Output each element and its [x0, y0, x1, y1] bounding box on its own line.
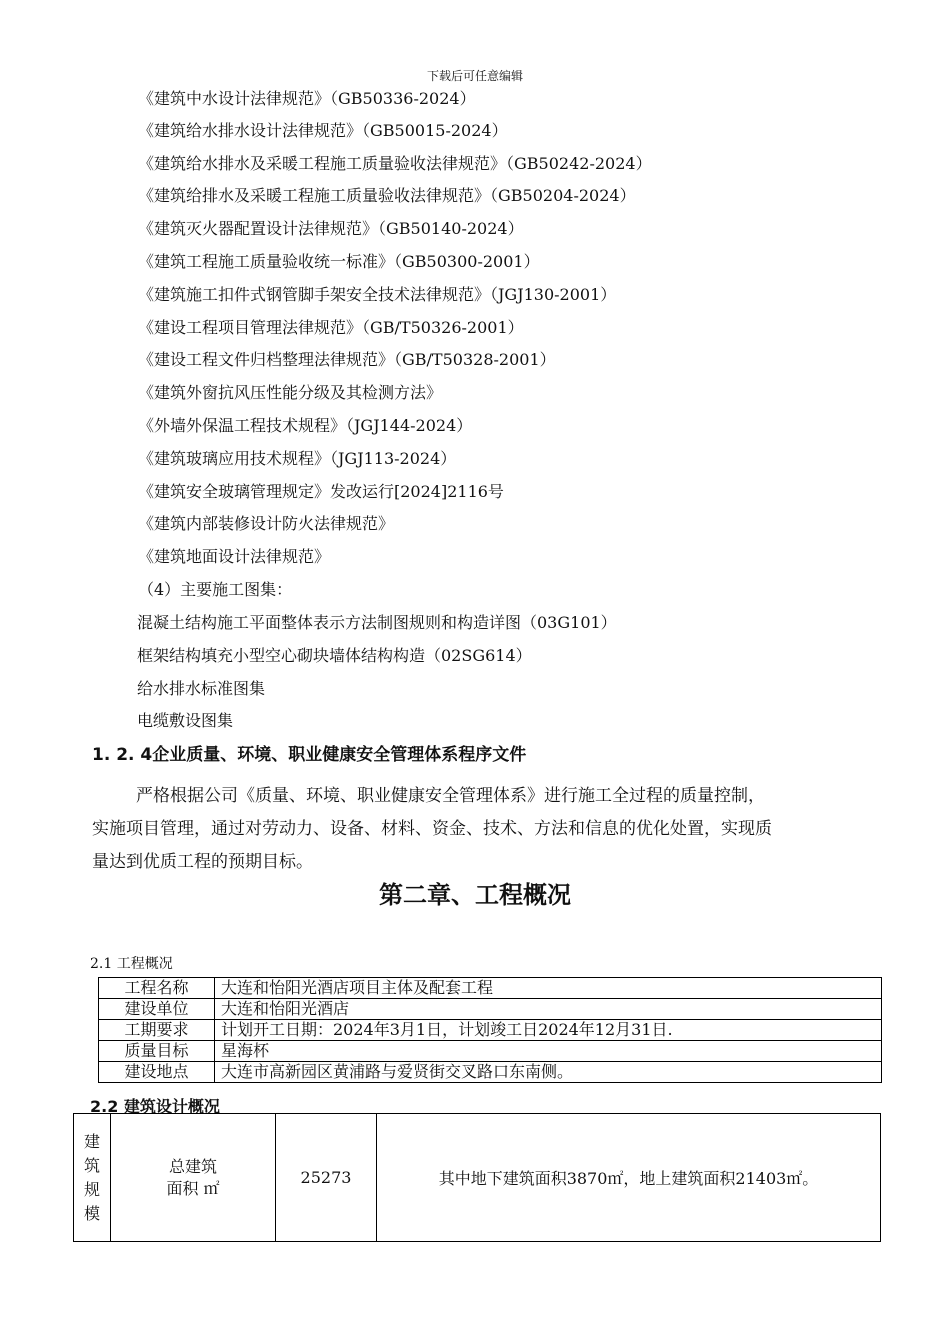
standard-item: 《建筑给排水及采暖工程施工质量验收法律规范》（GB50204-2024）: [138, 186, 636, 205]
standard-item: 《建设工程项目管理法律规范》（GB/T50326-2001）: [138, 318, 524, 337]
standard-item: 《建筑工程施工质量验收统一标准》（GB50300-2001）: [138, 252, 540, 271]
item-label-line: 总建筑: [168, 1156, 217, 1176]
row-value: 大连和怡阳光酒店项目主体及配套工程: [215, 978, 882, 999]
design-table: [73, 1113, 881, 1242]
table-row: [99, 1041, 882, 1062]
header-note: 下载后可任意编辑: [426, 69, 523, 83]
standard-item: 《建筑中水设计法律规范》（GB50336-2024）: [138, 89, 476, 108]
standard-item: 《建筑灭火器配置设计法律规范》（GB50140-2024）: [138, 219, 524, 238]
section-heading: 1. 2. 4企业质量、环境、职业健康安全管理体系程序文件: [92, 745, 527, 765]
note-cell: [377, 1114, 880, 1241]
paragraph-line: 实施项目管理，通过对劳动力、设备、材料、资金、技术、方法和信息的优化处置，实现质: [92, 819, 772, 839]
atlas-heading: （4）主要施工图集：: [138, 580, 293, 599]
standard-item: 《建筑施工扣件式钢管脚手架安全技术法律规范》（JGJ130-2001）: [138, 285, 617, 304]
standard-item: 《建筑地面设计法律规范》: [138, 547, 331, 566]
table-row: [99, 1062, 882, 1083]
standard-item: 《建筑内部装修设计防火法律规范》: [138, 514, 395, 533]
group-label-char: 筑: [83, 1155, 100, 1175]
row-label: 质量目标: [99, 1041, 215, 1062]
atlas-item: 混凝土结构施工平面整体表示方法制图规则和构造详图（03G101）: [137, 613, 617, 632]
standard-item: 《外墙外保温工程技术规程》（JGJ144-2024）: [138, 416, 473, 435]
paragraph-line: 量达到优质工程的预期目标。: [92, 852, 313, 872]
row-value: 大连和怡阳光酒店: [215, 999, 882, 1020]
row-value: 星海杯: [215, 1041, 882, 1062]
atlas-item: 给水排水标准图集: [137, 679, 266, 698]
project-overview-table: [98, 977, 882, 1083]
table-row: [99, 999, 882, 1020]
group-label-char: 模: [83, 1203, 100, 1223]
table-row: [99, 978, 882, 999]
row-label: 工程名称: [99, 978, 215, 999]
standard-item: 《建筑外窗抗风压性能分级及其检测方法》: [138, 383, 443, 402]
group-label-char: 建: [83, 1131, 100, 1151]
area-note: 其中地下建筑面积3870㎡，地上建筑面积21403㎡。: [438, 1169, 819, 1188]
table-caption: 2.1 工程概况: [90, 956, 173, 972]
atlas-item: 框架结构填充小型空心砌块墙体结构构造（02SG614）: [137, 646, 532, 665]
atlas-item: 电缆敷设图集: [137, 711, 234, 730]
group-label-char: 规: [83, 1179, 100, 1199]
standard-item: 《建筑给水排水设计法律规范》（GB50015-2024）: [138, 121, 508, 140]
row-value: 计划开工日期：2024年3月1日，计划竣工日2024年12月31日.: [215, 1020, 882, 1041]
standard-item: 《建设工程文件归档整理法律规范》（GB/T50328-2001）: [138, 350, 556, 369]
design-heading: 2.2 建筑设计概况: [90, 1097, 220, 1116]
row-label: 建设单位: [99, 999, 215, 1020]
standard-item: 《建筑玻璃应用技术规程》（JGJ113-2024）: [138, 449, 457, 468]
row-label: 工期要求: [99, 1020, 215, 1041]
row-value: 大连市高新园区黄浦路与爱贤街交叉路口东南侧。: [215, 1062, 882, 1083]
group-label-cell: [74, 1114, 111, 1241]
item-label-line: 面积 ㎡: [166, 1178, 220, 1198]
value-cell: [276, 1114, 377, 1241]
paragraph-line: 严格根据公司《质量、环境、职业健康安全管理体系》进行施工全过程的质量控制，: [136, 786, 765, 806]
standard-item: 《建筑给水排水及采暖工程施工质量验收法律规范》（GB50242-2024）: [138, 154, 652, 173]
item-label-cell: [111, 1114, 276, 1241]
table-row: [99, 1020, 882, 1041]
row-label: 建设地点: [99, 1062, 215, 1083]
standard-item: 《建筑安全玻璃管理规定》发改运行[2024]2116号: [138, 482, 504, 501]
chapter-title: 第二章、工程概况: [379, 881, 571, 909]
total-area-value: 25273: [300, 1168, 352, 1187]
